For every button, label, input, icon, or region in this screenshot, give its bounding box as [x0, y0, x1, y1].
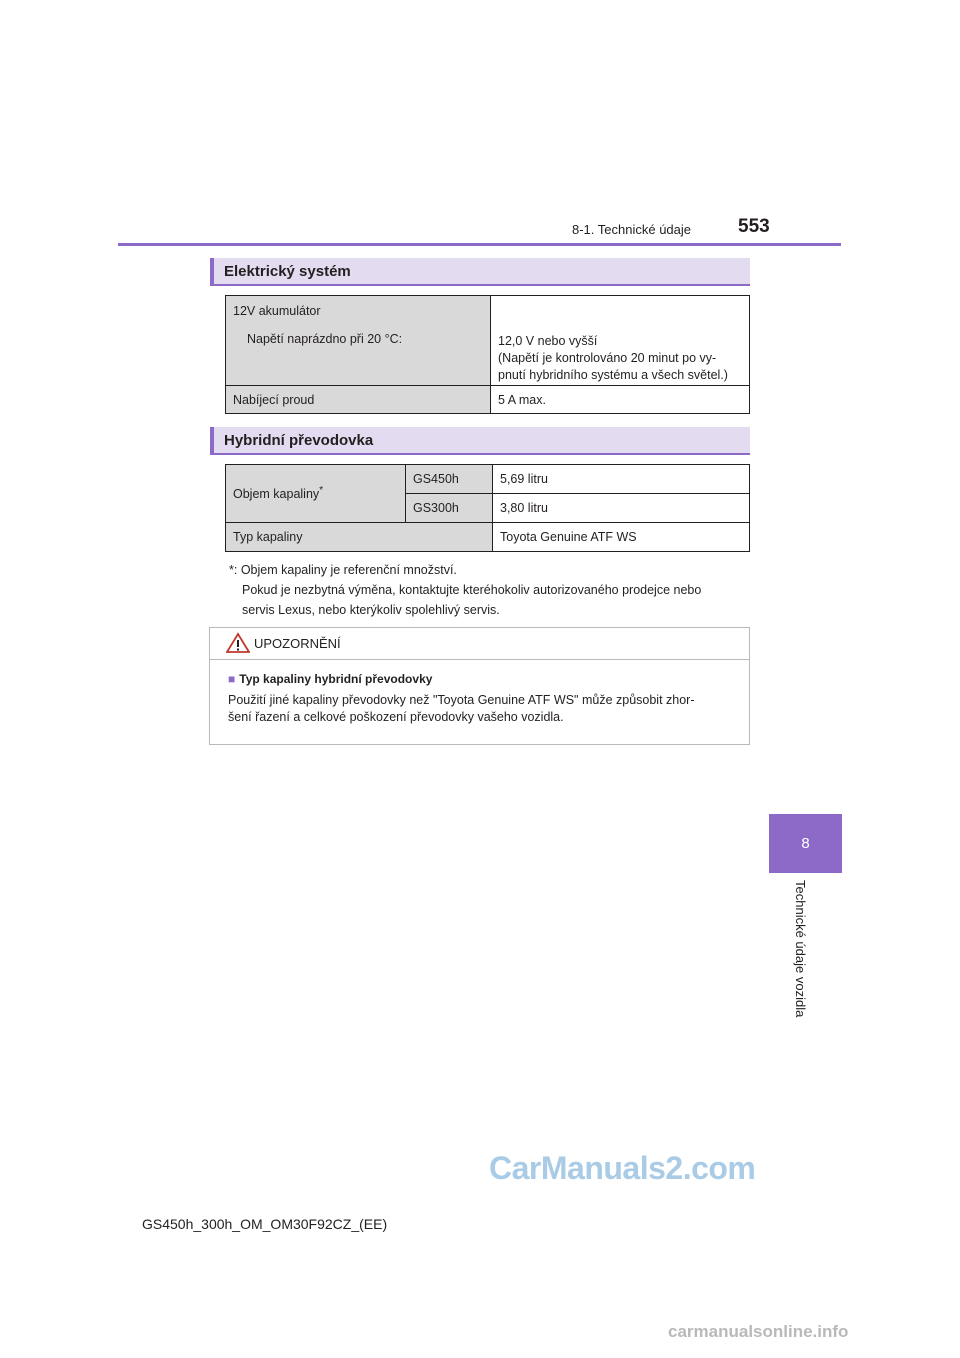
fluid-type-label: Typ kapaliny	[226, 523, 493, 552]
warning-subtitle: Typ kapaliny hybridní převodovky	[239, 672, 433, 686]
document-code: GS450h_300h_OM_OM30F92CZ_(EE)	[142, 1216, 388, 1232]
section-header-electrical-title: Elektrický systém	[224, 263, 351, 280]
capacity-star: *	[319, 485, 324, 497]
footnote	[229, 560, 759, 620]
battery-label-cell	[226, 296, 491, 386]
warning-body-2: šení řazení a celkové poškození převodovky vašeho vozidla.	[228, 710, 564, 724]
square-bullet-icon: ■	[228, 672, 236, 686]
model-gs450h: GS450h	[406, 465, 493, 494]
warning-title: UPOZORNĚNÍ	[254, 636, 341, 651]
page-number: 553	[738, 216, 770, 237]
section-header-hybrid-title: Hybridní převodovka	[224, 432, 374, 449]
battery-value-1: 12,0 V nebo vyšší	[498, 334, 598, 348]
warning-header	[210, 628, 749, 660]
capacity-label-cell	[226, 465, 406, 523]
battery-value-cell	[491, 296, 750, 386]
warning-triangle-icon	[226, 632, 250, 654]
charge-label: Nabíjecí proud	[226, 386, 491, 414]
capacity-gs300h: 3,80 litru	[493, 494, 750, 523]
capacity-gs450h: 5,69 litru	[493, 465, 750, 494]
hybrid-table	[225, 464, 750, 552]
capacity-label: Objem kapaliny	[233, 487, 320, 502]
footnote-line-1: Objem kapaliny je referenční množství.	[240, 563, 457, 577]
warning-subtitle-row	[228, 672, 432, 686]
warning-body-1: Použití jiné kapaliny převodovky než "Toyota Genuine ATF WS" může způsobit zhor-	[228, 693, 695, 707]
battery-value-2: (Napětí je kontrolováno 20 minut po vy-	[498, 351, 717, 365]
model-gs300h: GS300h	[406, 494, 493, 523]
battery-value-3: pnutí hybridního systému a všech světel.)	[498, 368, 728, 382]
footnote-line-2: Pokud je nezbytná výměna, kontaktujte kteréhokoliv autorizovaného prodejce nebo	[242, 583, 702, 597]
chapter-label: Technické údaje vozidla	[793, 880, 808, 1018]
header-rule	[118, 243, 841, 246]
warning-box	[209, 627, 750, 745]
section-header-electrical	[210, 258, 750, 286]
warning-body	[228, 692, 738, 726]
footnote-star: *:	[229, 563, 238, 577]
charge-value: 5 A max.	[491, 386, 750, 414]
chapter-tab[interactable]	[769, 814, 842, 873]
footnote-line-3: servis Lexus, nebo kterýkoliv spolehlivý servis.	[242, 603, 500, 617]
section-header-hybrid	[210, 427, 750, 455]
fluid-type-value: Toyota Genuine ATF WS	[493, 523, 750, 552]
battery-label: 12V akumulátor	[233, 304, 321, 318]
watermark-site: carmanualsonline.info	[668, 1322, 849, 1341]
section-title: 8-1. Technické údaje	[572, 222, 692, 237]
watermark: CarManuals2.com	[489, 1150, 756, 1186]
chapter-number: 8	[801, 835, 810, 852]
battery-sub-label: Napětí naprázdno při 20 °C:	[247, 332, 403, 346]
electrical-table	[225, 295, 750, 414]
